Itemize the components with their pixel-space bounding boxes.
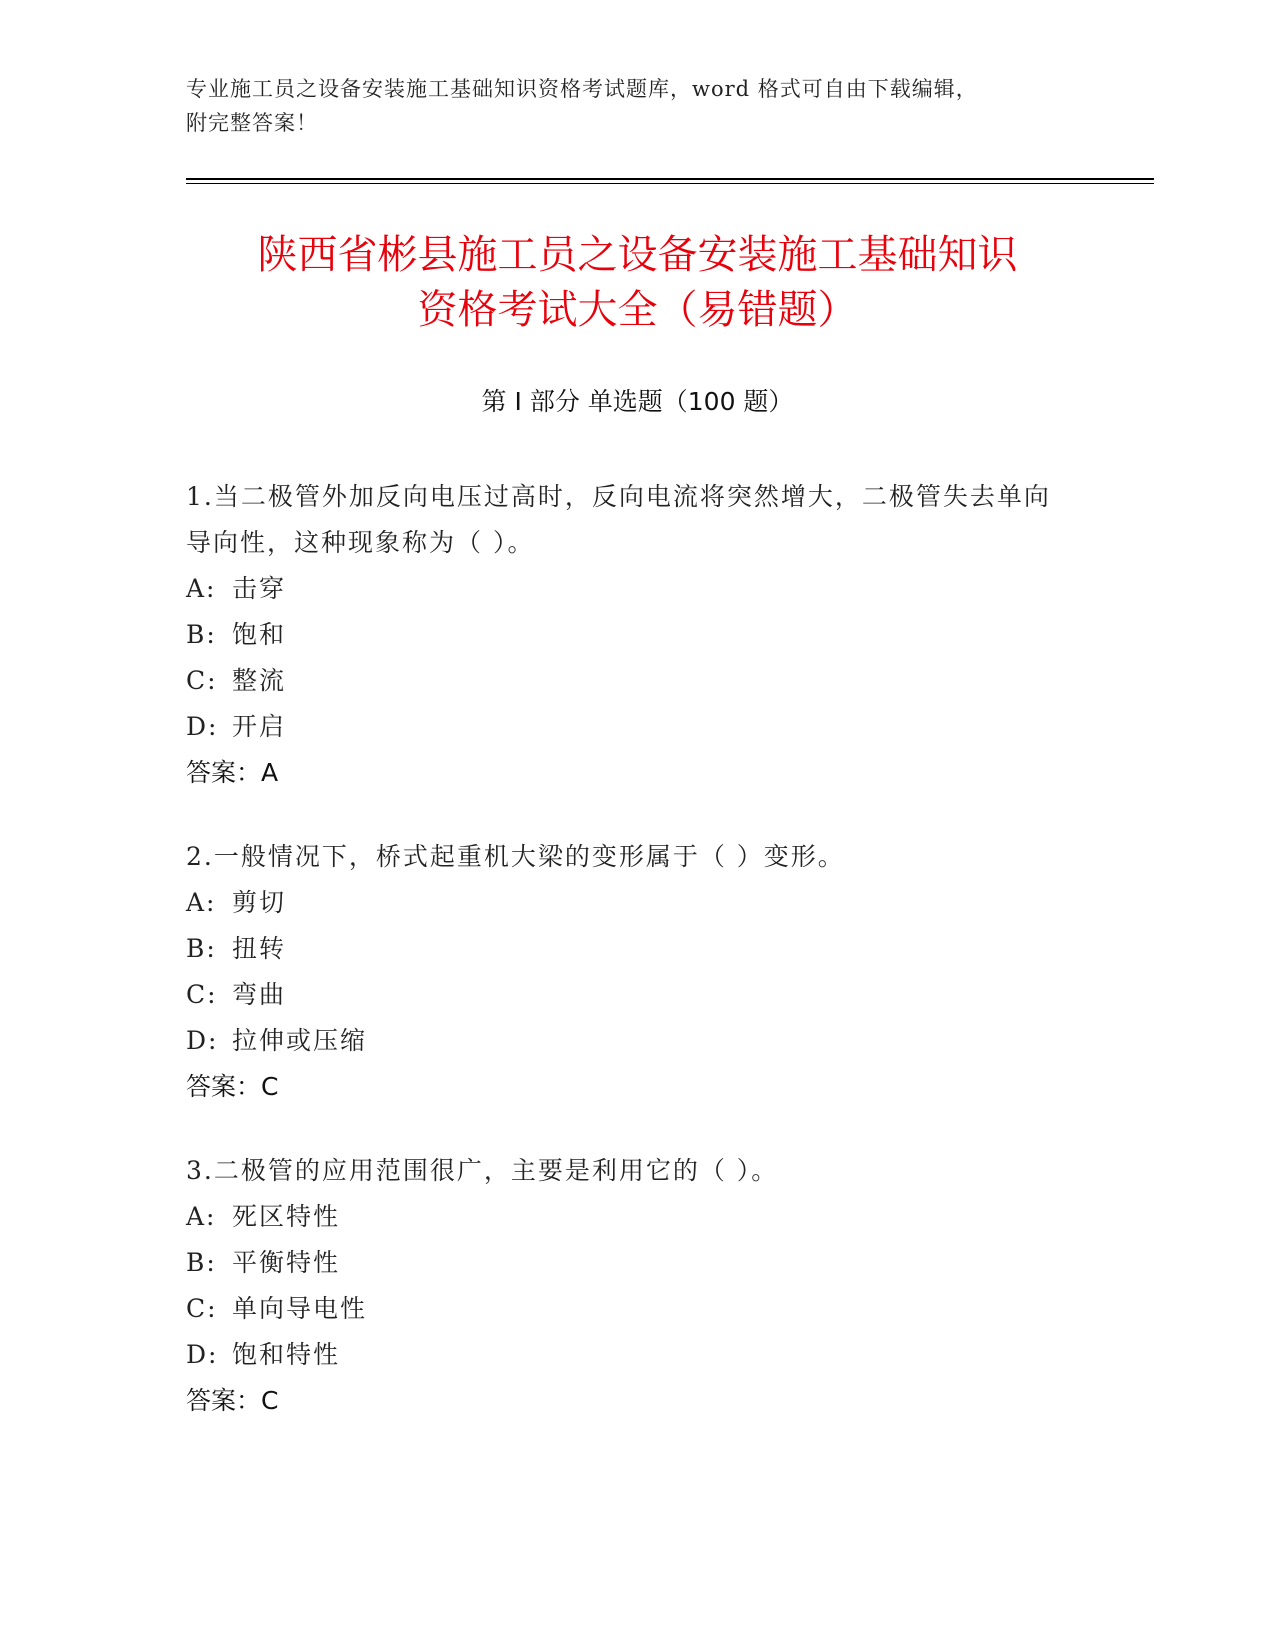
option-b bbox=[186, 1240, 1066, 1286]
document-title bbox=[186, 228, 1089, 338]
option-key: A: bbox=[186, 1202, 217, 1231]
question-2 bbox=[186, 834, 1066, 1110]
option-b bbox=[186, 926, 1066, 972]
option-text: 单向导电性 bbox=[232, 1294, 368, 1323]
option-text: 剪切 bbox=[232, 888, 287, 917]
option-key: C: bbox=[186, 1294, 218, 1323]
option-a bbox=[186, 880, 1066, 926]
header-rule-thick bbox=[186, 178, 1154, 180]
answer: 答案：A bbox=[186, 758, 279, 787]
question-1 bbox=[186, 474, 1066, 796]
option-text: 击穿 bbox=[232, 574, 287, 603]
option-text: 扭转 bbox=[232, 934, 287, 963]
option-key: A: bbox=[186, 888, 217, 917]
option-key: D: bbox=[186, 712, 219, 741]
option-key: B: bbox=[186, 620, 217, 649]
option-text: 开启 bbox=[232, 712, 287, 741]
header-note-line2: 附完整答案！ bbox=[186, 111, 318, 135]
question-3 bbox=[186, 1148, 1066, 1424]
document-title-line2: 资格考试大全（易错题） bbox=[417, 287, 858, 333]
header-note bbox=[186, 72, 1086, 140]
option-d bbox=[186, 1332, 1066, 1378]
option-text: 死区特性 bbox=[232, 1202, 341, 1231]
section-title: 第 I 部分 单选题（100 题） bbox=[481, 387, 794, 416]
header-rule-thin bbox=[186, 183, 1154, 184]
option-c bbox=[186, 658, 1066, 704]
option-text: 饱和 bbox=[232, 620, 287, 649]
option-text: 饱和特性 bbox=[232, 1340, 341, 1369]
answer: 答案：C bbox=[186, 1072, 279, 1101]
question-list bbox=[186, 474, 1066, 1462]
document-title-line1: 陕西省彬县施工员之设备安装施工基础知识 bbox=[257, 232, 1018, 278]
option-text: 弯曲 bbox=[232, 980, 287, 1009]
option-c bbox=[186, 972, 1066, 1018]
option-key: D: bbox=[186, 1026, 219, 1055]
option-d bbox=[186, 704, 1066, 750]
option-c bbox=[186, 1286, 1066, 1332]
option-key: D: bbox=[186, 1340, 219, 1369]
option-text: 整流 bbox=[232, 666, 287, 695]
question-stem: 1.当二极管外加反向电压过高时，反向电流将突然增大，二极管失去单向导向性，这种现象称为（ ）。 bbox=[186, 482, 1051, 557]
question-stem: 3.二极管的应用范围很广，主要是利用它的（ ）。 bbox=[186, 1156, 779, 1185]
option-key: B: bbox=[186, 1248, 217, 1277]
option-d bbox=[186, 1018, 1066, 1064]
option-key: A: bbox=[186, 574, 217, 603]
option-b bbox=[186, 612, 1066, 658]
option-text: 拉伸或压缩 bbox=[232, 1026, 368, 1055]
answer: 答案：C bbox=[186, 1386, 279, 1415]
header-note-line1: 专业施工员之设备安装施工基础知识资格考试题库，word 格式可自由下载编辑， bbox=[186, 77, 978, 101]
question-stem: 2.一般情况下，桥式起重机大梁的变形属于（ ）变形。 bbox=[186, 842, 845, 871]
option-text: 平衡特性 bbox=[232, 1248, 341, 1277]
option-key: C: bbox=[186, 980, 218, 1009]
option-a bbox=[186, 566, 1066, 612]
option-a bbox=[186, 1194, 1066, 1240]
option-key: C: bbox=[186, 666, 218, 695]
option-key: B: bbox=[186, 934, 217, 963]
